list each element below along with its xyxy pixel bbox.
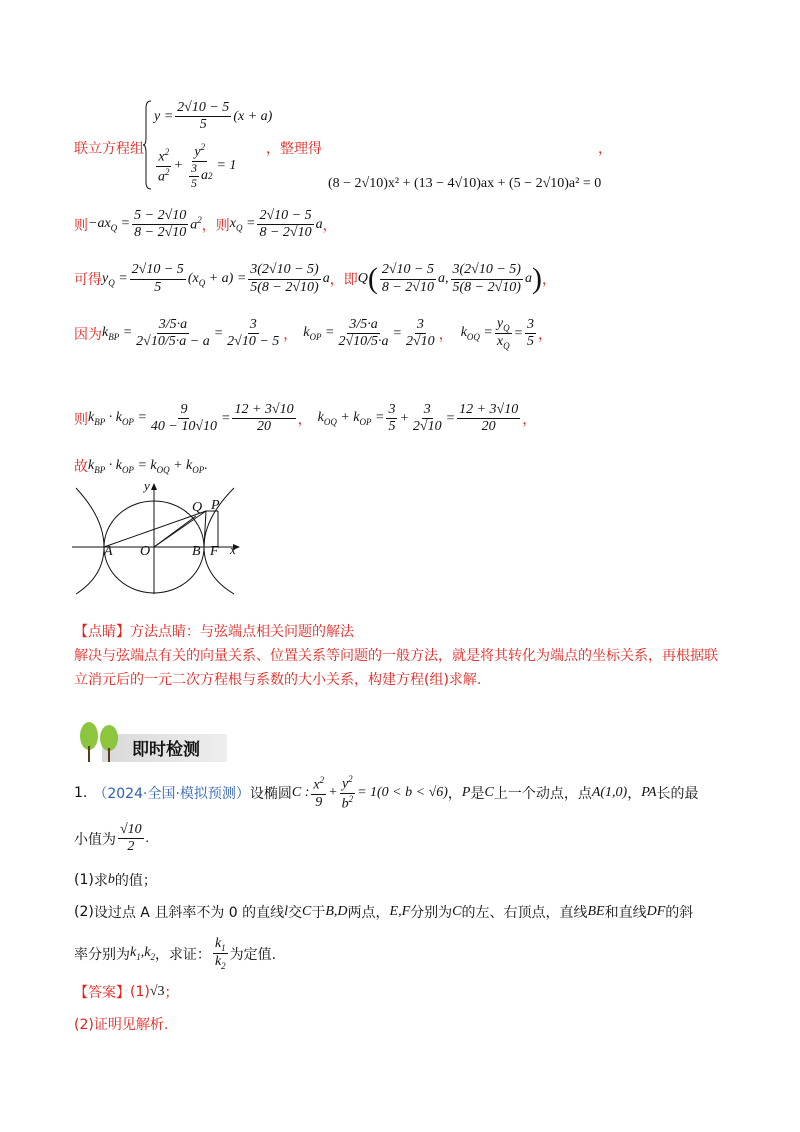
lianli-text: 联立方程组 (74, 141, 144, 157)
eq1-num: 2√10 − 5 (175, 100, 231, 117)
question-2-line-1: (2) 设过点 A 且斜率不为 0 的直线 l 交 C 于 B,D 两点， E,F 分别为 C 的左、右顶点，直线 BE 和直线 DF 的斜 (74, 904, 694, 921)
comma-3: ， (541, 272, 556, 288)
dianjing-title-line (74, 620, 734, 644)
neg-axq: −ax (88, 216, 111, 232)
eq1-den: 5 (199, 117, 207, 133)
eq2-frac-x: $\frac{x^2}{a^2}$ (158, 146, 170, 185)
dianjing-body-1: 解决与弦端点有关的向量关系、位置关系等问题的一般方法，就是将其转化为端点的坐标关系，再根据联 (74, 648, 718, 664)
system-row (74, 96, 634, 196)
dianjing-tag: 【点睛】 (74, 624, 130, 640)
q2-j: ，求证： (154, 946, 211, 963)
dianjing-body-2: 立消元后的一元二次方程根与系数的大小关系，构建方程(组)求解. (74, 672, 482, 688)
dianjing-title: 方法点睛：与弦端点相关问题的解法 (130, 624, 354, 640)
system-eq2: $\frac{x^2}{a^2}$ + $y^2$ $\frac{3}{5}$ a 2 = 1 (158, 142, 237, 190)
answer-a1-tail: ； (164, 985, 179, 1001)
kede-text: 可得 (74, 272, 102, 288)
q2-e: 分别为 (410, 905, 453, 921)
problem-line-1: 1. （2024·全国·模拟预测） 设椭圆 C : $\frac{x^2}{9}$ + $\frac{y^2}{b^2}$ = 1(0 < b < √6) ， P 是 C 上一个动点，点 A(1,0) ， PA 长的最 (74, 774, 699, 812)
comma-4c: ， (538, 326, 553, 343)
question-2-line-2: 率分别为 $k_1,k_2$ ，求证： $\frac{k_1}{k_2}$ 为定值. (74, 936, 277, 971)
problem-t6: 长的最 (656, 786, 699, 803)
label-y: y (144, 478, 150, 493)
problem-line-2: 小值为 $\frac{√10}{2}$ . (74, 822, 150, 855)
question-1: (1) 求 b 的值； (74, 872, 157, 889)
geometry-figure (70, 478, 250, 596)
ze-text: 则 (74, 217, 88, 234)
label-x: x (230, 542, 236, 557)
problem-t5: ， (627, 786, 642, 803)
comma-4a: ， (283, 326, 298, 343)
answer-tag: 【答案】 (74, 985, 130, 1001)
comma-5b: ， (522, 411, 537, 428)
eq2-frac-y: $y^2$ $\frac{3}{5}$ a 2 (190, 142, 213, 190)
section-title: 即时检测 (132, 740, 200, 760)
comma-2: ， (322, 217, 337, 234)
eq1-frac (175, 100, 231, 133)
section-header (76, 720, 236, 764)
q2-a: 设过点 A 且斜率不为 0 的直线 (93, 905, 285, 921)
row-product: 则 $k_{BP} \cdot k_{OP}$ = $\frac{9}{40 - 10√10}$ = $\frac{12 + 3√10}{20}$ ， $k_{OQ} + k_{OP}$ = $\frac{3}{5}$ + $\frac{3}{2√10}$ = $\frac{12 + 3√10}{20}$ ， (74, 402, 537, 435)
row-slopes: 因为 $k_{BP}$ = $\frac{3/5\cdot a}{2√10/5\cdot a - a}$ = $\frac{3}{2√10 - 5}$ ， $k_{OP}$ = $\frac{3/5\cdot a}{2√10/5\cdot a}$ = $\frac{3}{2√10}$ ， $k_{OQ}$ = $\frac{y_Q}{x_Q}$ = $\frac{3}{5}$ ， (74, 316, 553, 351)
q2-h: 的斜 (665, 905, 694, 921)
trailing-comma: ， (598, 141, 612, 157)
label-Q: Q (192, 500, 203, 515)
eq2-tail: = 1 (216, 158, 237, 174)
problem-t4: 上一个动点，点 (493, 786, 592, 803)
label-F: F (210, 544, 219, 559)
problem-t2: ， (447, 786, 462, 803)
eq1-lhs: y = (154, 108, 174, 124)
q1-label: (1) (74, 872, 94, 888)
q2-i: 率分别为 (74, 946, 130, 963)
problem-t3: 是 (470, 786, 485, 803)
comma-5a: ， (297, 411, 312, 428)
label-A: A (104, 544, 113, 559)
answer-a1-label: (1) (130, 984, 150, 1000)
q2-d: 两点， (347, 905, 390, 921)
problem-period: . (145, 830, 150, 846)
label-O: O (140, 544, 151, 559)
row-yq: 可得 $y_Q$ = $\frac{2√10 - 5}{5}$ $(x_Q + a)$ = $\frac{3(2√10 - 5)}{5(8 - 2√10)}$ a ，即 Q ( $\frac{2√10 - 5}{8 - 2√10}$ a, $\frac{3(2√10 - 5)}{5(8 - 2√10)}$ a ) ， (74, 262, 556, 295)
ze-mid: ，则 (201, 217, 230, 234)
system-eq1 (154, 100, 272, 133)
q2-g: 和直线 (604, 905, 647, 921)
comma-4b: ， (438, 326, 453, 343)
q2-label: (2) (74, 904, 94, 920)
tree-icon (76, 720, 124, 764)
dianjing-block (74, 620, 734, 692)
row-conclusion: 故 $k_{BP} \cdot k_{OP} = k_{OQ} + k_{OP}$ . (74, 457, 208, 475)
zhengli-text: ，整理得 (266, 141, 322, 157)
system-brace (142, 100, 152, 190)
problem-number: 1. (74, 785, 88, 802)
answer-line-1: 【答案】 (1) √3 ； (74, 984, 179, 1001)
q2-f: 的左、右顶点，直线 (461, 905, 588, 921)
problem-t1: 设椭圆 (249, 786, 292, 803)
period: . (204, 458, 208, 473)
q1-text: 求 (93, 873, 108, 889)
problem-source: （2024·全国·模拟预测） (93, 786, 250, 803)
q2-c: 于 (311, 905, 326, 921)
problem-t7: 小值为 (74, 831, 116, 848)
label-B: B (192, 544, 201, 559)
gu-text: 故 (74, 459, 88, 475)
figure-svg (70, 478, 250, 596)
row-axq: 则 $-ax_Q$ = $\frac{5 - 2√10}{8 - 2√10}$ $a^2$ ，则 $x_Q$ = $\frac{2√10 - 5}{8 - 2√10}$ a ， (74, 208, 337, 241)
q2-k: 为定值. (229, 946, 277, 963)
quadratic-equation: (8 − 2√10)x² + (13 − 4√10)ax + (5 − 2√10)a² = 0 (328, 176, 602, 191)
q1-tail: 的值； (114, 873, 157, 889)
eq1-tail: (x + a) (233, 108, 273, 124)
answer-line-2: (2)证明见解析. (74, 1017, 169, 1033)
label-P: P (211, 498, 220, 513)
q2-b: 交 (288, 905, 303, 921)
ji-text: ，即 (329, 272, 358, 288)
ze-text-2: 则 (74, 411, 88, 428)
yinwei-text: 因为 (74, 326, 102, 343)
